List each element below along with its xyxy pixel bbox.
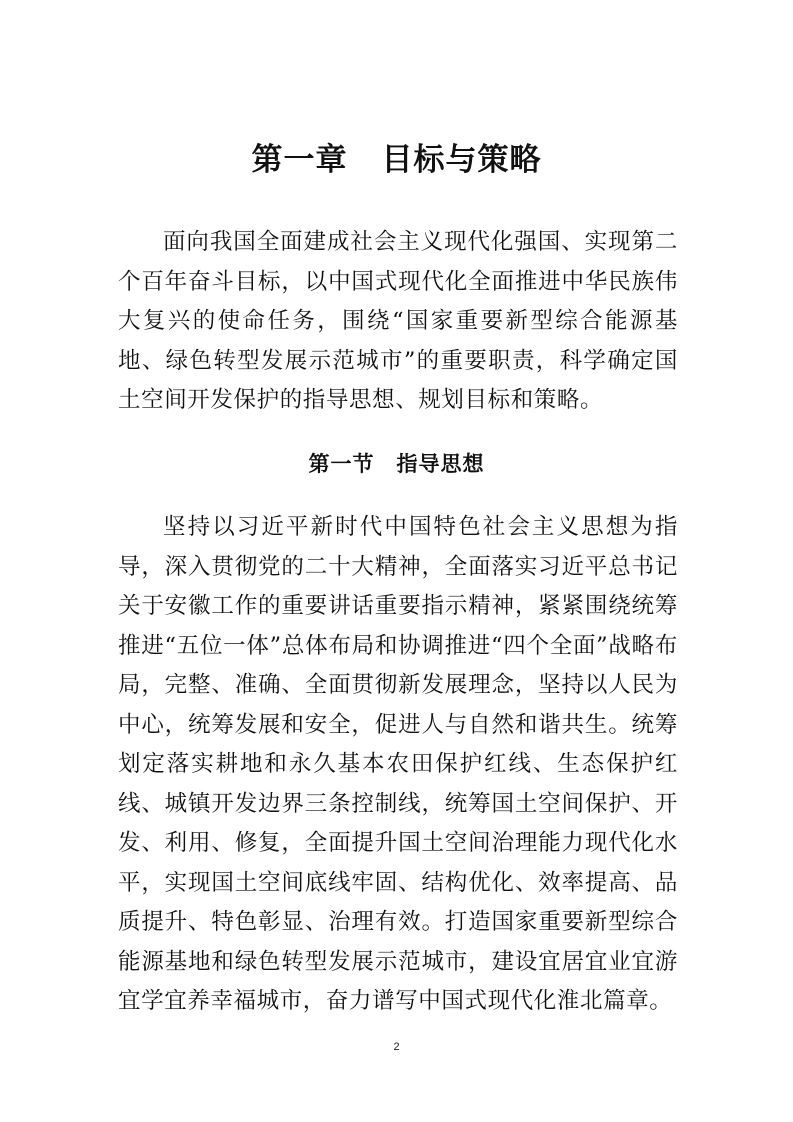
section-title xyxy=(0,446,793,482)
chapter-number: 第一章 xyxy=(251,142,348,178)
chapter-name: 目标与策略 xyxy=(381,142,542,178)
section-name: 指导思想 xyxy=(396,452,485,476)
chapter-title xyxy=(0,138,793,182)
section-number: 第一节 xyxy=(308,452,375,476)
intro-paragraph: 面向我国全面建成社会主义现代化强国、实现第二个百年奋斗目标，以中国式现代化全面推进中华民族伟大复兴的使命任务，围绕“国家重要新型综合能源基地、绿色转型发展示范城市”的重要职责，科学确定国土空间开发保护的指导思想、规划目标和策略。 xyxy=(118,229,678,413)
page-number: 2 xyxy=(393,1041,400,1053)
body-paragraph: 坚持以习近平新时代中国特色社会主义思想为指导，深入贯彻党的二十大精神，全面落实习近平总书记关于安徽工作的重要讲话重要指示精神，紧紧围绕统筹推进“五位一体”总体布局和协调推进“四个全面”战略布局，完整、准确、全面贯彻新发展理念，坚持以人民为中心，统筹发展和安全，促进人与自然和谐共生。统筹划定落实耕地和永久基本农田保护红线、生态保护红线、城镇开发边界三条控制线，统筹国土空间保护、开发、利用、修复，全面提升国土空间治理能力现代化水平，实现国土空间底线牢固、结构优化、效率提高、品质提升、特色彰显、治理有效。打造国家重要新型综合能源基地和绿色转型发展示范城市，建设宜居宜业宜游宜学宜养幸福城市，奋力谱写中国式现代化淮北篇章。 xyxy=(118,514,678,1014)
